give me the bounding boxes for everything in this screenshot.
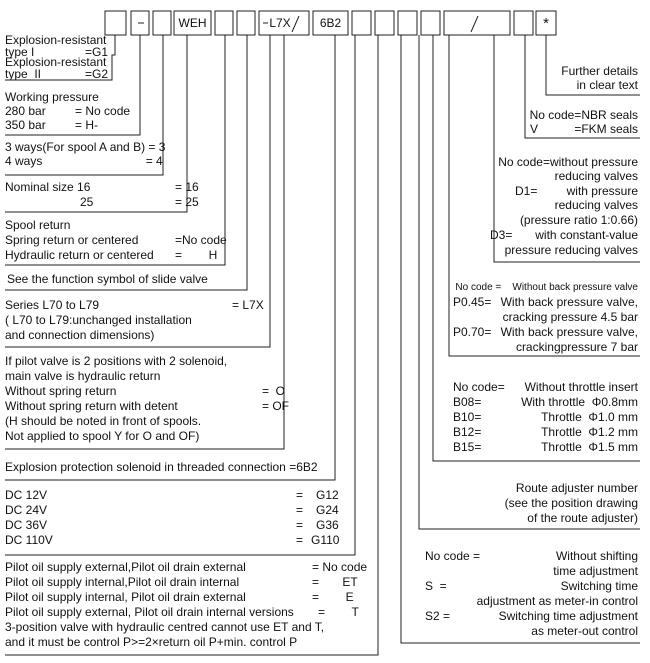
spool-return-hydraulic: Hydraulic return or centered	[5, 248, 154, 262]
route-line-3: of the route adjuster)	[527, 511, 638, 525]
series-note-2: and connection dimensions)	[5, 328, 155, 342]
back-pressure-045-value: With back pressure valve,	[500, 295, 638, 309]
pilot-oil-2-value: = ET	[312, 575, 358, 589]
spool-return-spring: Spring return or centered	[5, 233, 139, 247]
dc-24-eq: =	[296, 503, 304, 517]
dc-12-label: DC 12V	[5, 488, 48, 502]
seals-v-label: V	[530, 122, 539, 136]
code-box-series: L7X	[269, 16, 291, 30]
function-symbol-note: See the function symbol of slide valve	[7, 272, 208, 286]
pilot2-note-2: Not applied to spool Y for O and OF)	[5, 429, 200, 443]
explosion-label-1: Explosion-resistant	[5, 33, 107, 47]
back-pressure-none: No code = Without back pressure valve	[455, 282, 638, 293]
reducing-d1-value: with pressure	[566, 184, 638, 198]
pressure-350-label: 350 bar	[5, 118, 46, 132]
series-note-1: ( L70 to L79:unchanged installation	[5, 313, 192, 327]
explosion-label-4: type II	[5, 67, 42, 81]
dc-12-eq: =	[296, 488, 304, 502]
shifting-none-note: time adjustment	[553, 564, 638, 578]
back-pressure-070-label: P0.70=	[453, 325, 492, 339]
dc-36-value: G36	[316, 518, 339, 532]
nominal-16-value: = 16	[175, 180, 199, 194]
reducing-d1-label: D1=	[515, 184, 538, 198]
pilot-oil-1-label: Pilot oil supply external,Pilot oil drain external	[5, 560, 246, 574]
dc-36-label: DC 36V	[5, 518, 48, 532]
dc-24-value: G24	[316, 503, 339, 517]
pressure-280-label: 280 bar	[5, 104, 46, 118]
nominal-25-label: 25	[80, 195, 94, 209]
series-label: Series L70 to L79	[5, 298, 100, 312]
shifting-s2-label: S2 =	[425, 609, 451, 623]
dc-110-eq: =	[296, 533, 304, 547]
shifting-s2-value: Switching time adjustment	[498, 609, 638, 623]
pilot2-of-label: Without spring return with detent	[5, 399, 178, 413]
pilot2-of-value: = OF	[262, 399, 290, 413]
shifting-s-label: S =	[425, 579, 447, 593]
back-pressure-045-label: P0.45=	[453, 295, 492, 309]
series-value: = L7X	[232, 298, 264, 312]
seals-nbr: No code=NBR seals	[529, 108, 638, 122]
pilot2-o-label: Without spring return	[5, 384, 117, 398]
pilot2-line-1: If pilot valve is 2 positions with 2 solenoid,	[5, 354, 228, 368]
spool-return-hydraulic-value: = H	[175, 248, 218, 262]
pilot-oil-4-label: Pilot oil supply external, Pilot oil drain internal versions	[5, 605, 294, 619]
reducing-line-7: pressure reducing valves	[504, 243, 638, 257]
code-box-weh: WEH	[178, 16, 207, 30]
nominal-16-label: Nominal size 16	[5, 180, 91, 194]
pilot-oil-4-value: = T	[318, 605, 359, 619]
reducing-line-4: reducing valves	[554, 198, 638, 212]
code-box-solenoid: 6B2	[319, 16, 342, 30]
shifting-none-label: No code =	[425, 549, 481, 563]
dc-36-eq: =	[296, 518, 304, 532]
pressure-title: Working pressure	[5, 90, 99, 104]
pressure-350-value: = H-	[75, 118, 99, 132]
pilot2-o-value: = O	[262, 384, 286, 398]
seals-v-value: =FKM seals	[574, 122, 638, 136]
nominal-25-value: = 25	[175, 195, 199, 209]
throttle-b10-value: Throttle Φ1.0 mm	[541, 410, 638, 424]
pilot-oil-2-label: Pilot oil supply internal,Pilot oil drain internal	[5, 575, 240, 589]
back-pressure-070-note: crackingpressure 7 bar	[515, 340, 638, 354]
explosion-value-2: =G1	[85, 45, 109, 59]
code-box-further: *	[543, 14, 549, 32]
dc-24-label: DC 24V	[5, 503, 48, 517]
reducing-d3-label: D3=	[490, 228, 513, 242]
throttle-b15-label: B15=	[453, 440, 482, 454]
pilot-oil-1-value: = No code	[312, 560, 368, 574]
throttle-b08-value: With throttle Φ0.8mm	[521, 395, 638, 409]
explosion-value-4: =G2	[85, 67, 109, 81]
route-line-2: (see the position drawing	[504, 496, 638, 510]
pilot-oil-note-1: 3-position valve with hydraulic centred cannot use ET and T,	[5, 620, 325, 634]
explosion-label-3: Explosion-resistant	[5, 55, 107, 69]
throttle-b12-label: B12=	[453, 425, 482, 439]
ways-4: 4 ways = 4	[5, 154, 163, 168]
explosion-label-2: type I	[5, 45, 35, 59]
pilot2-line-2: main valve is hydraulic return	[5, 369, 161, 383]
pilot-oil-3-label: Pilot oil supply internal, Pilot oil drain external	[5, 590, 246, 604]
ways-3: 3 ways(For spool A and B) = 3	[5, 140, 166, 154]
dc-12-value: G12	[316, 488, 339, 502]
reducing-line-5: (pressure ratio 1:0.66)	[519, 213, 638, 227]
pilot-oil-3-value: = E	[312, 590, 354, 604]
shifting-s-note: adjustment as meter-in control	[476, 594, 638, 608]
spool-return-title: Spool return	[5, 218, 71, 232]
reducing-d3-value: with constant-value	[535, 228, 638, 242]
throttle-b12-value: Throttle Φ1.2 mm	[541, 425, 638, 439]
pressure-280-value: = No code	[75, 104, 131, 118]
throttle-none-label: No code=	[453, 380, 505, 394]
throttle-b10-label: B10=	[453, 410, 482, 424]
dc-110-label: DC 110V	[5, 533, 53, 547]
shifting-s2-note: as meter-out control	[531, 624, 638, 638]
dc-110-value: G110	[311, 533, 340, 547]
throttle-b15-value: Throttle Φ1.5 mm	[541, 440, 638, 454]
shifting-none-value: Without shifting	[555, 549, 638, 563]
pilot2-note-1: (H should be noted in front of spools.	[5, 414, 202, 428]
further-line-1: Further details	[561, 64, 638, 78]
throttle-none-value: Without throttle insert	[524, 380, 638, 394]
back-pressure-045-note: cracking pressure 4.5 bar	[502, 310, 638, 324]
spool-return-spring-value: =No code	[175, 233, 227, 247]
throttle-b08-label: B08=	[453, 395, 482, 409]
reducing-line-1: No code=without pressure	[498, 155, 638, 169]
code-box-1	[105, 11, 126, 35]
reducing-line-2: reducing valves	[554, 169, 638, 183]
route-line-1: Route adjuster number	[515, 481, 638, 495]
further-line-2: in clear text	[576, 78, 638, 92]
back-pressure-070-value: With back pressure valve,	[500, 325, 638, 339]
shifting-s-value: Switching time	[560, 579, 638, 593]
explosion-solenoid-note: Explosion protection solenoid in threaded connection =6B2	[5, 460, 318, 474]
pilot-oil-note-2: and it must be control P>=2×return oil P+min. control P	[5, 635, 298, 649]
